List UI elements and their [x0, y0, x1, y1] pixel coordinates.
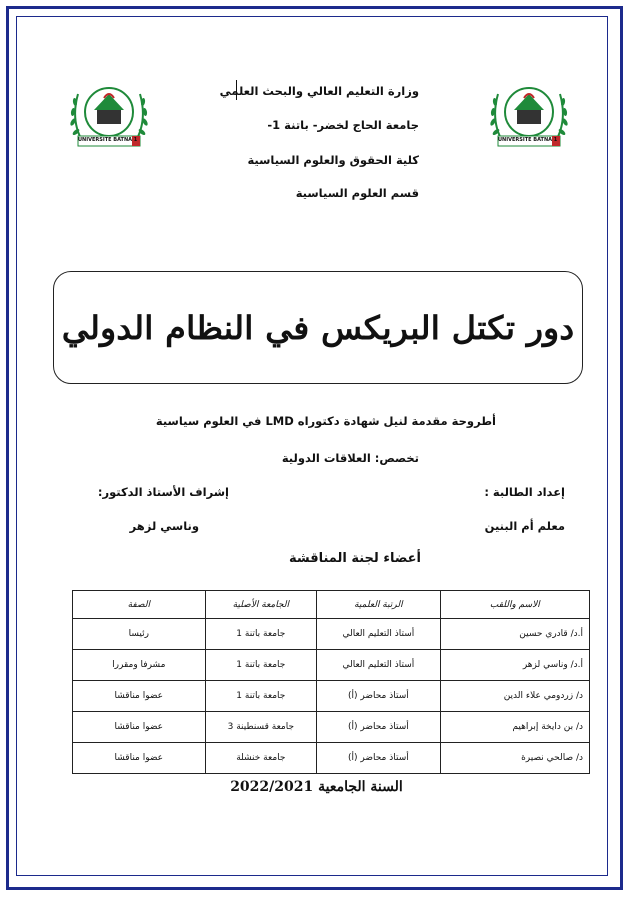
jury-title: أعضاء لجنة المناقشة	[288, 551, 421, 566]
member-rank: أستاذ محاضر (أ)	[317, 743, 441, 774]
thesis-description: أطروحة مقدمة لنيل شهادة دكتوراه LMD في العلوم سياسية	[155, 414, 496, 428]
member-role: عضوا مناقشا	[73, 712, 206, 743]
member-university: جامعة باتنة 1	[205, 650, 317, 681]
member-university: جامعة خنشلة	[205, 743, 317, 774]
thesis-title: دور تكتل البريكس في النظام الدولي	[61, 308, 575, 347]
member-rank: أستاذ التعليم العالي	[317, 650, 441, 681]
member-university: جامعة قسنطينة 3	[205, 712, 317, 743]
title-box	[53, 271, 583, 384]
member-name: أ.د/ قادري حسين	[440, 619, 589, 650]
ministry-name: وزارة التعليم العالي والبحث العلمي	[219, 84, 419, 98]
member-rank: أستاذ محاضر (أ)	[317, 681, 441, 712]
member-name: أ.د/ وناسي لزهر	[440, 650, 589, 681]
department-name: قسم العلوم السياسية	[295, 186, 419, 200]
student-name: معلم أم البنين	[484, 519, 565, 533]
academic-year: السنة الجامعية 2022/2021	[230, 779, 403, 795]
university-name: جامعة الحاج لخضر- باتنة 1-	[267, 118, 419, 132]
header-rank: الرتبة العلمية	[317, 591, 441, 619]
prepared-by-label: إعداد الطالبة :	[484, 485, 565, 499]
member-role: رئيسا	[73, 619, 206, 650]
table-row	[73, 681, 590, 712]
member-role: مشرفا ومقررا	[73, 650, 206, 681]
member-university: جامعة باتنة 1	[205, 681, 317, 712]
table-row	[73, 743, 590, 774]
header-role: الصفة	[73, 591, 206, 619]
member-role: عضوا مناقشا	[73, 681, 206, 712]
faculty-name: كلية الحقوق والعلوم السياسية	[247, 153, 419, 167]
member-rank: أستاذ التعليم العالي	[317, 619, 441, 650]
table-row	[73, 712, 590, 743]
member-university: جامعة باتنة 1	[205, 619, 317, 650]
member-name: د/ صالحي نصيرة	[440, 743, 589, 774]
header-university: الجامعة الأصلية	[205, 591, 317, 619]
member-name: د/ بن دايخة إبراهيم	[440, 712, 589, 743]
member-name: د/ زردومي علاء الدين	[440, 681, 589, 712]
table-row	[73, 650, 590, 681]
member-role: عضوا مناقشا	[73, 743, 206, 774]
member-rank: أستاذ محاضر (أ)	[317, 712, 441, 743]
logo-right-caption: UNIVERSITE BATNA 1	[498, 137, 558, 143]
logo-left-caption: UNIVERSITE BATNA 1	[78, 137, 138, 143]
supervisor-name: وناسي لزهر	[129, 519, 199, 533]
supervisor-label: إشراف الأستاذ الدكتور:	[97, 485, 229, 499]
table-row	[73, 619, 590, 650]
specialty: تخصص: العلاقات الدولية	[281, 451, 419, 465]
jury-header-row	[73, 591, 590, 619]
jury-table	[72, 590, 590, 774]
header-name: الاسم واللقب	[440, 591, 589, 619]
